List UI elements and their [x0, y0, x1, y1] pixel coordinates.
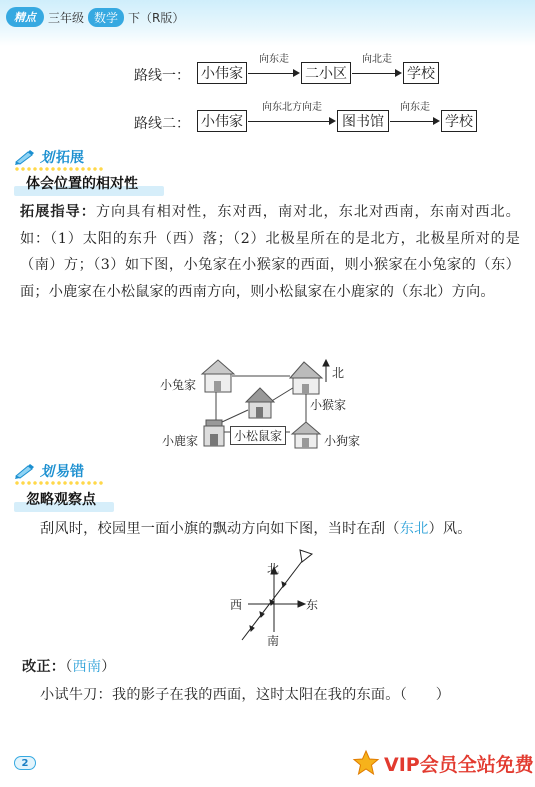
page-number: 2: [14, 756, 36, 770]
compass-west: 西: [230, 598, 243, 612]
compass-south: 南: [267, 634, 280, 648]
houses-diagram: [150, 356, 390, 456]
route-direction: 向北走: [362, 54, 392, 65]
subheading: 体会位置的相对性: [26, 176, 138, 192]
term-label: 下（R版）: [128, 10, 185, 25]
deer-house-icon: [204, 420, 224, 446]
dotted-underline: [14, 480, 104, 486]
section-mistakes-heading: [14, 460, 84, 482]
compass-north: 北: [267, 562, 280, 576]
route-stop: 小伟家: [197, 110, 247, 132]
question-answer: 东北: [399, 521, 429, 537]
mistake-question: [40, 516, 520, 543]
route-arrow: [390, 102, 440, 132]
question-text: 刮风时，校园里一面小旗的飘动方向如下图，当时在刮（: [40, 521, 400, 537]
route-arrow: [248, 54, 300, 84]
flag-icon: [300, 550, 312, 562]
route-arrow: [352, 54, 402, 84]
watermark-text: VIP会员全站免费: [384, 753, 534, 776]
grade-label: 三年级: [48, 10, 85, 25]
pencil-icon: [14, 149, 36, 165]
guide-text: 方向具有相对性，东对西，南对北，东北对西南，东南对西北。如：（1）太阳的东升（西）落；（2）北极星所在的是北方，北极星所对的是（南）方；（3）如下图，小兔家在小猴家的西面，则小猴家在小兔家的（东）面；小鹿家在小松鼠家的西南方向，则小松鼠家在小鹿家的（东北）方向。: [20, 204, 520, 300]
squirrel-house-icon: [246, 388, 274, 418]
route-stop: 学校: [441, 110, 477, 132]
section-title: 划 易错: [40, 464, 84, 480]
dog-house-icon: [292, 422, 320, 448]
monkey-house-label: 小猴家: [310, 398, 347, 412]
section-title: 划 拓展: [40, 150, 84, 166]
header: [6, 6, 184, 28]
dotted-underline: [14, 166, 104, 172]
route-label: 路线一：: [134, 68, 190, 84]
route-direction: 向东北方向走: [262, 102, 322, 113]
north-arrow-icon: [323, 360, 329, 382]
deer-house-label: 小鹿家: [162, 434, 199, 448]
rabbit-house-icon: [202, 360, 234, 392]
subheading: 忽略观察点: [26, 492, 96, 508]
route-direction: 向东走: [400, 102, 430, 113]
route-stop: 二小区: [301, 62, 351, 84]
question-text-end: ）风。: [428, 521, 472, 537]
route-stop: 小伟家: [197, 62, 247, 84]
route-label: 路线二：: [134, 116, 190, 132]
correction-answer: 西南: [72, 659, 102, 675]
wind-compass: [226, 548, 326, 648]
brand-logo: 精点: [6, 7, 44, 27]
subject-badge: 数学: [88, 8, 124, 27]
practice-question: 小试牛刀：我的影子在我的西面，这时太阳在我的东面。（ ）: [40, 687, 451, 703]
section-extension-heading: [14, 146, 84, 168]
dog-house-label: 小狗家: [324, 434, 361, 448]
route-direction: 向东走: [259, 54, 289, 65]
compass-east: 东: [306, 598, 319, 612]
route-stop: 图书馆: [337, 110, 389, 132]
route-stop: 学校: [403, 62, 439, 84]
correction-label: 改正：: [22, 659, 66, 675]
pencil-icon: [14, 463, 36, 479]
monkey-house-icon: [290, 362, 322, 394]
rabbit-house-label: 小兔家: [160, 378, 197, 392]
correction: 改正：（西南）: [22, 659, 116, 675]
route-arrow: [248, 102, 336, 132]
extension-guide: [20, 199, 520, 305]
north-label: 北: [332, 366, 345, 380]
squirrel-house-label: 小松鼠家: [230, 426, 286, 445]
guide-label: 拓展指导：: [20, 204, 96, 220]
star-icon: [352, 749, 380, 777]
watermark: [352, 746, 534, 780]
